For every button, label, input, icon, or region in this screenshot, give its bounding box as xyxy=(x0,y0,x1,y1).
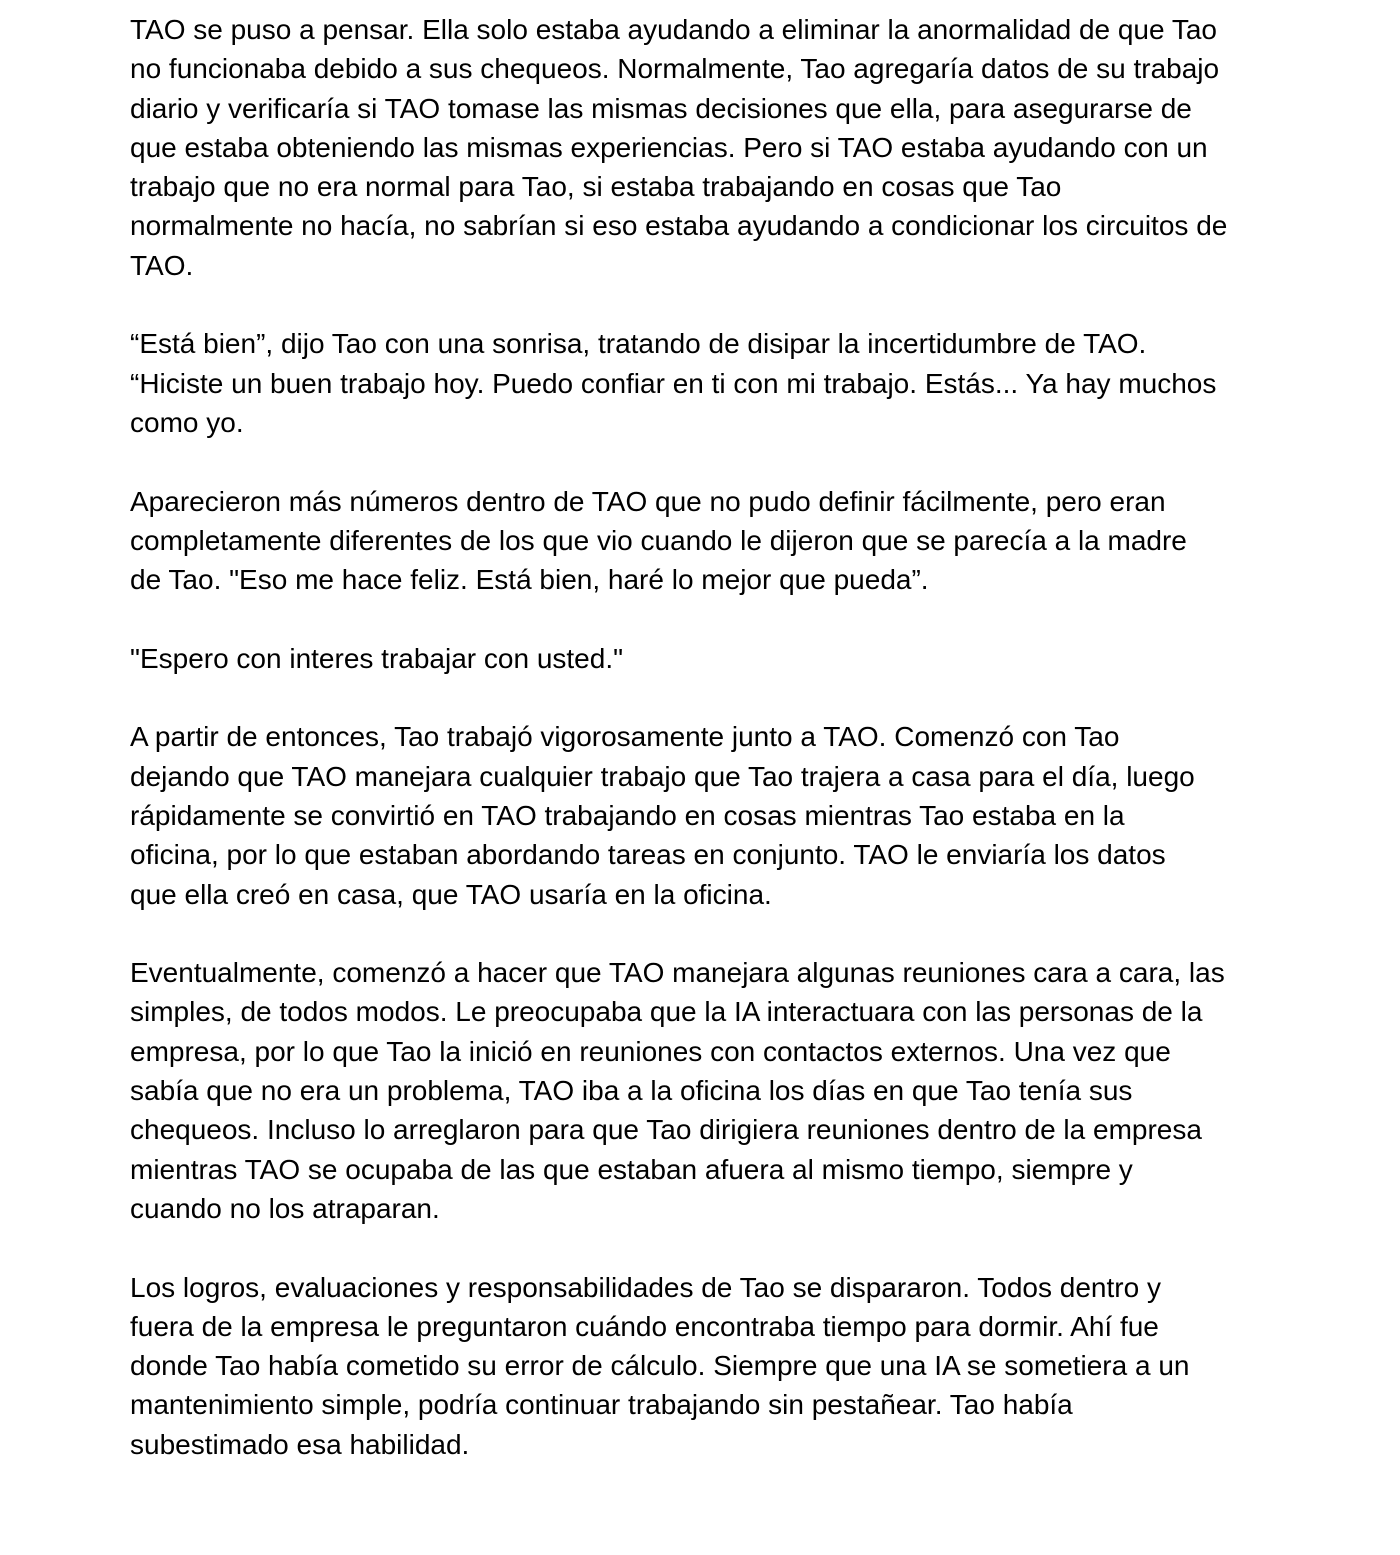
text-line: como yo. xyxy=(130,406,244,438)
text-line: Eventualmente, comenzó a hacer que TAO manejara algunas reuniones cara a cara, las xyxy=(130,957,1225,989)
text-line: dejando que TAO manejara cualquier trabajo que Tao trajera a casa para el día, luego xyxy=(130,760,1195,792)
text-line: Los logros, evaluaciones y responsabilidades de Tao se dispararon. Todos dentro y xyxy=(130,1271,1161,1303)
text-line: "Espero con interes trabajar con usted." xyxy=(130,642,624,674)
text-line: donde Tao había cometido su error de cálculo. Siempre que una IA se sometiera a un xyxy=(130,1350,1190,1382)
text-line: que estaba obteniendo las mismas experiencias. Pero si TAO estaba ayudando con un xyxy=(130,131,1208,163)
text-line: rápidamente se convirtió en TAO trabajando en cosas mientras Tao estaba en la xyxy=(130,799,1125,831)
text-line: normalmente no hacía, no sabrían si eso estaba ayudando a condicionar los circuitos de xyxy=(130,210,1228,242)
text-line: “Está bien”, dijo Tao con una sonrisa, tratando de disipar la incertidumbre de TAO. xyxy=(130,328,1147,360)
paragraph-6 xyxy=(130,953,1290,1228)
text-line: diario y verificaría si TAO tomase las mismas decisiones que ella, para asegurarse de xyxy=(130,92,1192,124)
text-line: cuando no los atraparan. xyxy=(130,1192,440,1224)
text-line: fuera de la empresa le preguntaron cuándo encontraba tiempo para dormir. Ahí fue xyxy=(130,1310,1159,1342)
text-line: completamente diferentes de los que vio cuando le dijeron que se parecía a la madre xyxy=(130,524,1187,556)
text-line: de Tao. "Eso me hace feliz. Está bien, haré lo mejor que pueda”. xyxy=(130,564,929,596)
text-line: A partir de entonces, Tao trabajó vigorosamente junto a TAO. Comenzó con Tao xyxy=(130,721,1120,753)
text-line: sabía que no era un problema, TAO iba a la oficina los días en que Tao tenía sus xyxy=(130,1075,1133,1107)
text-line: “Hiciste un buen trabajo hoy. Puedo confiar en ti con mi trabajo. Estás... Ya hay muchos xyxy=(130,367,1217,399)
paragraph-7 xyxy=(130,1268,1290,1464)
text-line: trabajo que no era normal para Tao, si estaba trabajando en cosas que Tao xyxy=(130,171,1062,203)
paragraph-5 xyxy=(130,717,1290,913)
text-line: Aparecieron más números dentro de TAO que no pudo definir fácilmente, pero eran xyxy=(130,485,1166,517)
document-page xyxy=(130,10,1290,1503)
text-line: subestimado esa habilidad. xyxy=(130,1428,470,1460)
paragraph-3 xyxy=(130,482,1290,600)
text-line: simples, de todos modos. Le preocupaba que la IA interactuara con las personas de la xyxy=(130,996,1203,1028)
paragraph-2 xyxy=(130,324,1290,442)
text-line: que ella creó en casa, que TAO usaría en la oficina. xyxy=(130,878,772,910)
text-line: mientras TAO se ocupaba de las que estaban afuera al mismo tiempo, siempre y xyxy=(130,1153,1133,1185)
text-line: TAO se puso a pensar. Ella solo estaba ayudando a eliminar la anormalidad de que Tao xyxy=(130,14,1217,45)
paragraph-1 xyxy=(130,10,1290,285)
text-line: empresa, por lo que Tao la inició en reuniones con contactos externos. Una vez que xyxy=(130,1035,1171,1067)
text-line: oficina, por lo que estaban abordando tareas en conjunto. TAO le enviaría los datos xyxy=(130,839,1166,871)
text-line: mantenimiento simple, podría continuar trabajando sin pestañear. Tao había xyxy=(130,1389,1073,1421)
text-line: TAO. xyxy=(130,249,194,281)
text-line: chequeos. Incluso lo arreglaron para que Tao dirigiera reuniones dentro de la empresa xyxy=(130,1114,1202,1146)
paragraph-4 xyxy=(130,639,1290,678)
text-line: no funcionaba debido a sus chequeos. Normalmente, Tao agregaría datos de su trabajo xyxy=(130,53,1220,85)
